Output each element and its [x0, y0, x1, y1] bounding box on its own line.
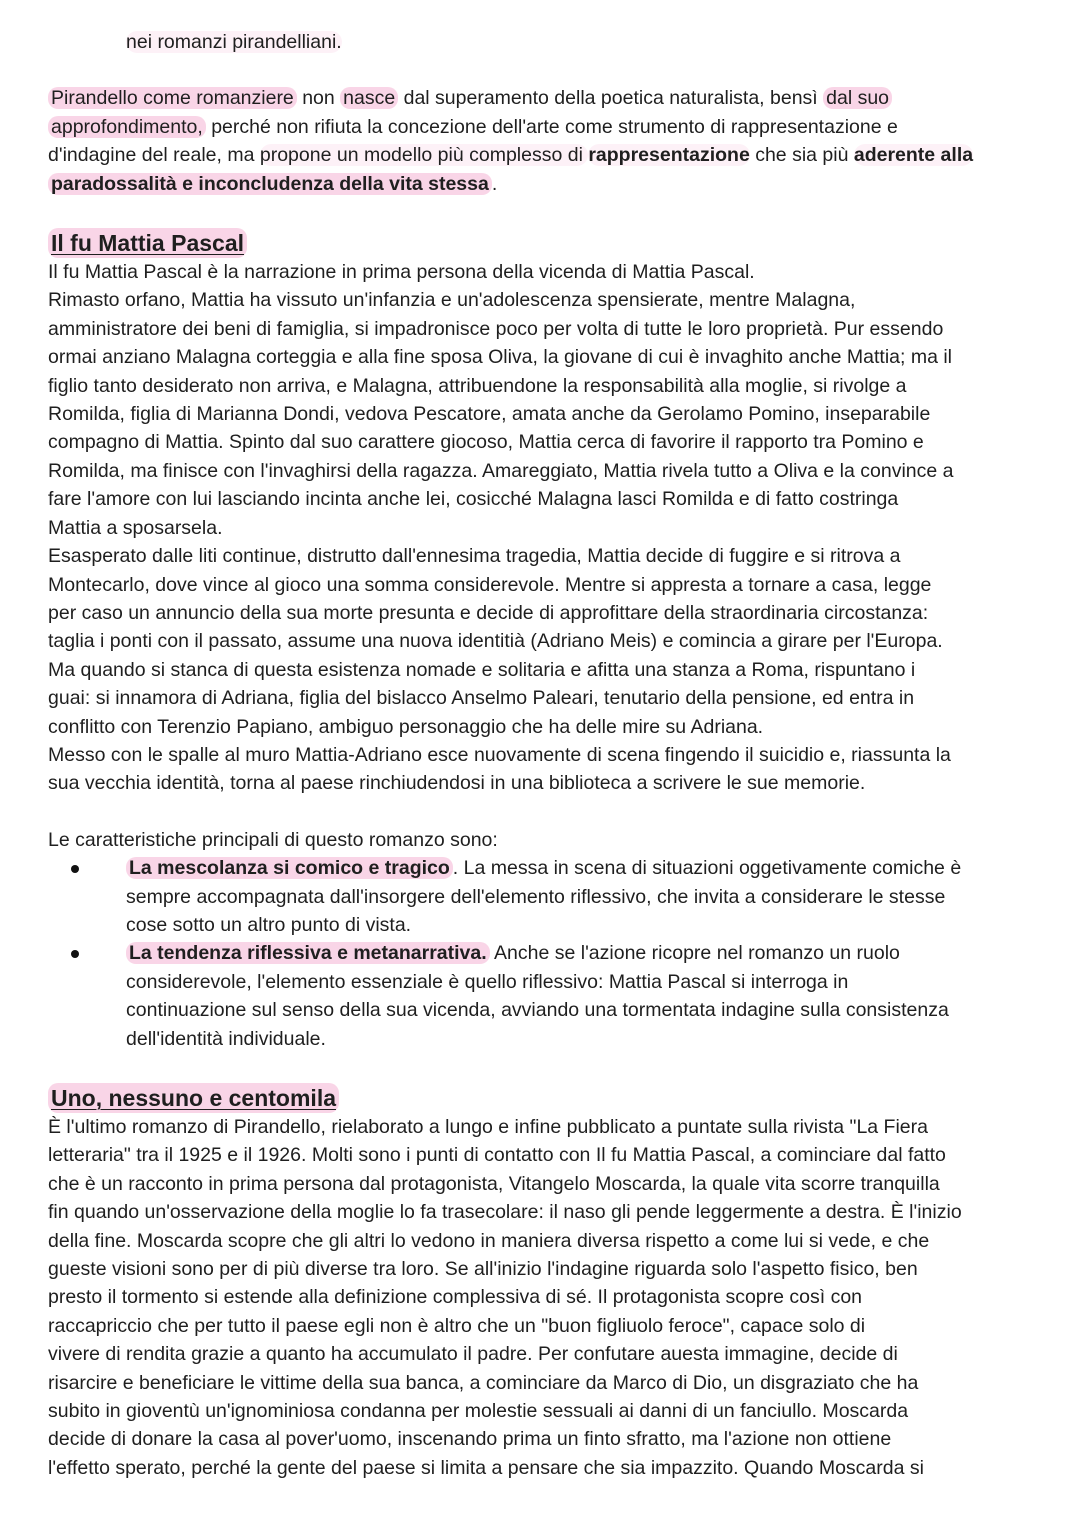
text-line: Romilda, ma finisce con l'invaghirsi della ragazza. Amareggiato, Mattia rivela tutto a Oliva e la convince a	[48, 459, 954, 482]
bullet-title: La mescolanza si comico e tragico	[126, 857, 453, 879]
text-line: per caso un annuncio della sua morte presunta e decide di approfittare della straordinaria circostanza:	[48, 601, 929, 624]
list-item	[48, 939, 1038, 1053]
list-item	[48, 854, 1038, 939]
text-line: sua vecchia identità, torna al paese rinchiudendosi in una biblioteca a scrivere le sue memorie.	[48, 772, 866, 795]
text-line: raccapriccio che per tutto il paese egli non è altro che un "buon figliuolo feroce", capace solo di	[48, 1314, 866, 1337]
text: che sia più	[749, 144, 854, 167]
text-line: Ma quando si stanca di questa esistenza nomade e solitaria e afitta una stanza a Roma, rispuntano i	[48, 658, 916, 681]
text-line: taglia i ponti con il passato, assume una nuova identitià (Adriano Meis) e comincia a girare per l'Europa.	[48, 630, 943, 653]
text-line: letteraria" tra il 1925 e il 1926. Molti sono i punti di contatto con Il fu Mattia Pascal, a cominciare dal fatto	[48, 1144, 946, 1167]
notes-page	[48, 28, 1038, 1482]
text: .	[491, 172, 498, 195]
text-line: l'effetto sperato, perché la gente del paese si limita a pensare che sia impazzito. Quando Moscarda si	[48, 1456, 924, 1479]
p1-line-3	[48, 141, 1038, 169]
text: Anche se l'azione ricopre nel romanzo un ruolo	[489, 942, 900, 965]
bullet-title: La tendenza riflessiva e metanarrativa.	[126, 942, 490, 964]
text-line: ormai anziano Malagna corteggia e alla fine sposa Oliva, la giovane di cui è invaghito anche Mattia; ma il	[48, 346, 953, 369]
text-line: vivere di rendita grazie a quanto ha accumulato il padre. Per confutare auesta immagine, decide di	[48, 1343, 898, 1366]
text-line: Messo con le spalle al muro Mattia-Adriano esce nuovamente di scena fingendo il suicidio e, riassunta la	[48, 743, 951, 766]
text-line: compagno di Mattia. Spinto dal suo carattere giocoso, Mattia cerca di favorire il rapporto tra Pomino e	[48, 431, 924, 454]
text: d'indagine del reale, ma	[48, 144, 260, 167]
text-line: considerevole, l'elemento essenziale è quello riflessivo: Mattia Pascal si interroga in	[126, 970, 849, 993]
section-mattia-pascal-body	[48, 258, 1038, 798]
intro-tail-line	[48, 28, 1038, 56]
section-uno-nessuno-body	[48, 1113, 1038, 1482]
text-line: guai: si innamora di Adriana, figlia del bislacco Anselmo Paleari, tenutario della pensione, ed entra in	[48, 687, 915, 710]
bullet-dot-icon	[71, 865, 79, 873]
p1-line-1	[48, 84, 1038, 112]
text-line: Romilda, figlia di Marianna Dondi, vedova Pescatore, amata anche da Gerolamo Pomino, inseparabile	[48, 403, 931, 426]
text-line: sempre accompagnata dall'insorgere dell'elemento riflessivo, che invita a considerare le stesse	[126, 885, 946, 908]
text-line: Montecarlo, dove vince al gioco una somma considerevole. Mentre si appresta a tornare a casa, legge	[48, 573, 932, 596]
section-title: Uno, nessuno e centomila	[48, 1083, 339, 1113]
text-line: che è un racconto in prima persona dal protagonista, Vitangelo Moscarda, la quale vita scorre tranquilla	[48, 1172, 940, 1195]
text-line: risarcire e beneficiare le vittime della sua banca, a cominciare da Marco di Dio, un disgraziato che ha	[48, 1371, 919, 1394]
text-line: figlio tanto desiderato non arriva, e Malagna, attribuendone la responsabilità alla moglie, si rivolge a	[48, 374, 907, 397]
text: non	[296, 87, 341, 110]
text-line: Esasperato dalle liti continue, distrutto dall'ennesima tragedia, Mattia decide di fuggire e si ritrova a	[48, 545, 901, 568]
bold-text: paradossalità e inconcludenza della vita stessa	[48, 173, 492, 195]
section-title-uno-nessuno	[48, 1081, 1038, 1113]
text-line: amministratore dei beni di famiglia, si impadronisce poco per volta di tutte le loro proprietà. Pur essendo	[48, 317, 944, 340]
section-title: Il fu Mattia Pascal	[48, 228, 247, 258]
text-line: continuazione sul senso della sua vicenda, avviando una tormentata indagine sulla consistenza	[126, 999, 949, 1022]
intro-tail: nei romanzi pirandelliani.	[126, 31, 342, 53]
highlight: approfondimento,	[48, 116, 206, 138]
p1-line-2	[48, 113, 1038, 141]
text-line: cose sotto un altro punto di vista.	[126, 913, 412, 936]
text-line: gueste visioni sono per di più diverse tra loro. Se all'inizio l'indagine riguarda solo l'aspetto fisico, ben	[48, 1258, 918, 1281]
bold-text: aderente alla	[853, 144, 974, 167]
text: perché non rifiuta la concezione dell'arte come strumento di rappresentazione e	[205, 115, 898, 138]
text-line: Il fu Mattia Pascal è la narrazione in prima persona della vicenda di Mattia Pascal.	[48, 261, 755, 284]
text-line: della fine. Moscarda scopre che gli altri lo vedono in maniera diversa rispetto a come lui si vede, e che	[48, 1229, 930, 1252]
section-title-mattia-pascal	[48, 226, 1038, 258]
text-line: fin quando un'osservazione della moglie lo fa trasecolare: il naso gli pende leggermente a destra. È l'inizio	[48, 1201, 962, 1224]
highlight: propone un modello più complesso di	[259, 144, 589, 167]
bullet-dot-icon	[71, 950, 79, 958]
text-line: conflitto con Terenzio Papiano, ambiguo personaggio che ha delle mire su Adriana.	[48, 715, 764, 738]
highlight: nasce	[340, 87, 398, 109]
text-line: dell'identità individuale.	[126, 1027, 326, 1050]
text-line: subito in gioventù un'ignominiosa condanna per molestie sessuali ai danni di un fanciullo. Moscarda	[48, 1400, 909, 1423]
text-line: decide di donare la casa al pover'uomo, inscenando prima un finto sfratto, ma l'azione non ottiene	[48, 1428, 892, 1451]
text-line: È l'ultimo romanzo di Pirandello, rielaborato a lungo e infine pubblicato a puntate sulla rivista "La Fiera	[48, 1116, 928, 1138]
text-line: Mattia a sposarsela.	[48, 516, 223, 539]
p1-line-4	[48, 170, 1038, 198]
text-line: fare l'amore con lui lasciando incinta anche lei, cosicché Malagna lasci Romilda e di fatto costringa	[48, 488, 899, 511]
bold-text: rappresentazione	[588, 144, 750, 167]
text: . La messa in scena di situazioni oggetivamente comiche è	[452, 857, 962, 880]
highlight: Pirandello come romanziere	[48, 87, 297, 109]
highlight: dal suo	[823, 87, 892, 109]
text-line: Rimasto orfano, Mattia ha vissuto un'infanzia e un'adolescenza spensierate, mentre Malagna,	[48, 289, 856, 312]
text: dal superamento della poetica naturalista, bensì	[398, 87, 824, 110]
text-line: presto il tormento si estende alla definizione complessiva di sé. Il protagonista scopre così con	[48, 1286, 863, 1309]
list-intro: Le caratteristiche principali di questo romanzo sono:	[48, 828, 498, 851]
